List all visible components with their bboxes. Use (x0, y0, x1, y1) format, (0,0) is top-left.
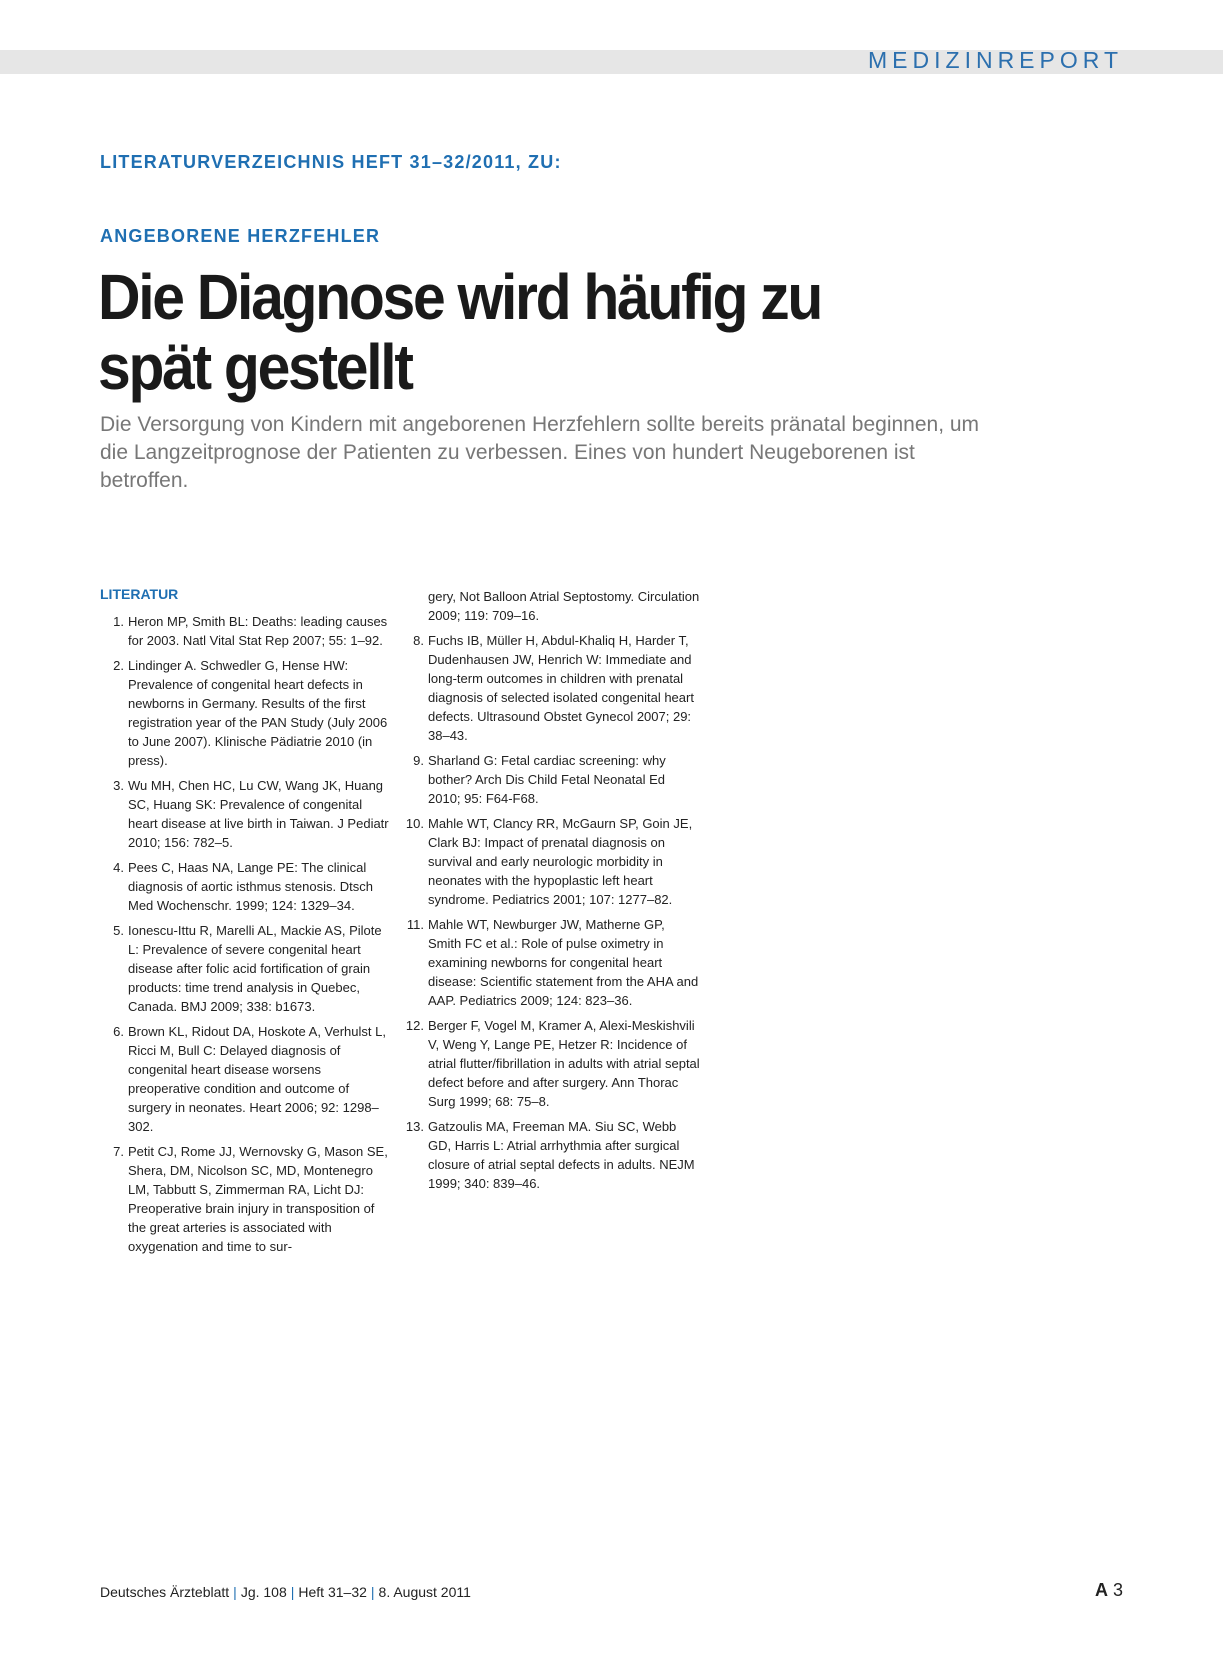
reference-item (100, 858, 390, 915)
reference-item (400, 631, 700, 745)
reference-text: Mahle WT, Clancy RR, McGaurn SP, Goin JE, Clark BJ: Impact of prenatal diagnosis on survival and early neurologic morbidity in neonates with the hypoplastic left heart syndrome. Pediatrics 2001; 107: 1277–82. (428, 816, 693, 907)
headline: Die Diagnose wird häufig zu spät gestellt (98, 261, 822, 403)
reference-item (400, 1117, 700, 1193)
reference-number: 13. (405, 1119, 424, 1134)
reference-item (100, 921, 390, 1016)
page-prefix: A (1094, 1580, 1108, 1600)
page-number (1095, 1580, 1123, 1601)
reference-number: 2. (113, 658, 124, 673)
literature-heading: LITERATUR (100, 586, 179, 602)
reference-text: Pees C, Haas NA, Lange PE: The clinical diagnosis of aortic isthmus stenosis. Dtsch Med Wochenschr. 1999; 124: 1329–34. (128, 860, 373, 913)
reference-text: Petit CJ, Rome JJ, Wernovsky G, Mason SE, Shera, DM, Nicolson SC, MD, Montenegro LM, Tabbutt S, Zimmerman RA, Licht DJ: Preoperative brain injury in transposition of the great arteries is associated with oxygenation and time to sur- (128, 1144, 388, 1254)
reference-number: 12. (405, 1018, 424, 1033)
reference-number: 6. (113, 1024, 124, 1039)
reference-number: 5. (113, 923, 124, 938)
kicker: LITERATURVERZEICHNIS HEFT 31–32/2011, ZU: (100, 152, 562, 172)
reference-text: Brown KL, Ridout DA, Hoskote A, Verhulst L, Ricci M, Bull C: Delayed diagnosis of congenital heart disease worsens preoperative condition and outcome of surgery in neonates. Heart 2006; 92: 1298–302. (128, 1024, 386, 1134)
footer-separator: | (233, 1584, 237, 1600)
reference-text: Berger F, Vogel M, Kramer A, Alexi-Meskishvili V, Weng Y, Lange PE, Hetzer R: Incidence of atrial flutter/fibrillation in adults with atrial septal defect before and after surgery. Ann Thorac Surg 1999; 68: 75–8. (428, 1018, 700, 1109)
reference-item (400, 814, 700, 909)
reference-item (400, 915, 700, 1010)
reference-text: Sharland G: Fetal cardiac screening: why bother? Arch Dis Child Fetal Neonatal Ed 2010; 95: F64-F68. (428, 753, 666, 806)
reference-item (100, 612, 390, 650)
reference-item (100, 656, 390, 770)
reference-number: 1. (113, 614, 124, 629)
section-label: MEDIZINREPORT (868, 47, 1123, 73)
references-column-right (400, 587, 700, 1199)
reference-text: Gatzoulis MA, Freeman MA. Siu SC, Webb GD, Harris L: Atrial arrhythmia after surgical closure of atrial septal defects in adults. NEJM 1999; 340: 839–46. (428, 1119, 695, 1191)
footer-citation (100, 1584, 471, 1600)
reference-number: 4. (113, 860, 124, 875)
reference-text: Ionescu-Ittu R, Marelli AL, Mackie AS, Pilote L: Prevalence of severe congenital heart disease after folic acid fortification of grain products: time trend analysis in Quebec, Canada. BMJ 2009; 338: b1673. (128, 923, 382, 1014)
reference-number: 8. (413, 633, 424, 648)
reference-item (100, 1142, 390, 1256)
footer-date: 8. August 2011 (378, 1584, 471, 1600)
reference-text: gery, Not Balloon Atrial Septostomy. Circulation 2009; 119: 709–16. (428, 589, 700, 623)
reference-text: Mahle WT, Newburger JW, Matherne GP, Smith FC et al.: Role of pulse oximetry in examining newborns for congenital heart disease: Scientific statement from the AHA and AAP. Pediatrics 2009; 124: 823–36. (428, 917, 699, 1008)
lead-paragraph: Die Versorgung von Kindern mit angeborenen Herzfehlern sollte bereits pränatal beginnen, um die Langzeitprognose der Patienten zu verbessen. Eines von hundert Neugeborenen ist betroffen. (100, 413, 980, 492)
footer-separator: | (370, 1584, 375, 1600)
reference-continuation (400, 587, 700, 625)
reference-text: Fuchs IB, Müller H, Abdul-Khaliq H, Harder T, Dudenhausen JW, Henrich W: Immediate and long-term outcomes in children with prenatal diagnosis of selected isolated congenital heart defects. Ultrasound Obstet Gynecol 2007; 29: 38–43. (428, 633, 694, 743)
reference-number: 10. (405, 816, 424, 831)
footer-issue: Heft 31–32 (298, 1584, 367, 1600)
reference-item (400, 751, 700, 808)
reference-number: 11. (406, 917, 424, 932)
references-column-left (100, 612, 390, 1262)
reference-number: 9. (413, 753, 424, 768)
reference-number: 3. (113, 778, 124, 793)
footer-volume: Jg. 108 (240, 1584, 287, 1600)
reference-item (100, 1022, 390, 1136)
reference-item (100, 776, 390, 852)
reference-text: Heron MP, Smith BL: Deaths: leading causes for 2003. Natl Vital Stat Rep 2007; 55: 1–92. (128, 614, 388, 648)
topic-label: ANGEBORENE HERZFEHLER (100, 226, 381, 246)
footer-journal: Deutsches Ärzteblatt (100, 1584, 230, 1600)
page-number-value: 3 (1112, 1580, 1123, 1600)
reference-number (400, 587, 428, 625)
reference-text: Lindinger A. Schwedler G, Hense HW: Prevalence of congenital heart defects in newborns in Germany. Results of the first registration year of the PAN Study (July 2006 to June 2007). Klinische Pädiatrie 2010 (in press). (128, 658, 388, 768)
footer-separator: | (290, 1584, 295, 1600)
reference-number: 7. (113, 1144, 124, 1159)
reference-item (400, 1016, 700, 1111)
reference-text: Wu MH, Chen HC, Lu CW, Wang JK, Huang SC, Huang SK: Prevalence of congenital heart disease at live birth in Taiwan. J Pediatr 2010; 156: 782–5. (128, 778, 389, 850)
